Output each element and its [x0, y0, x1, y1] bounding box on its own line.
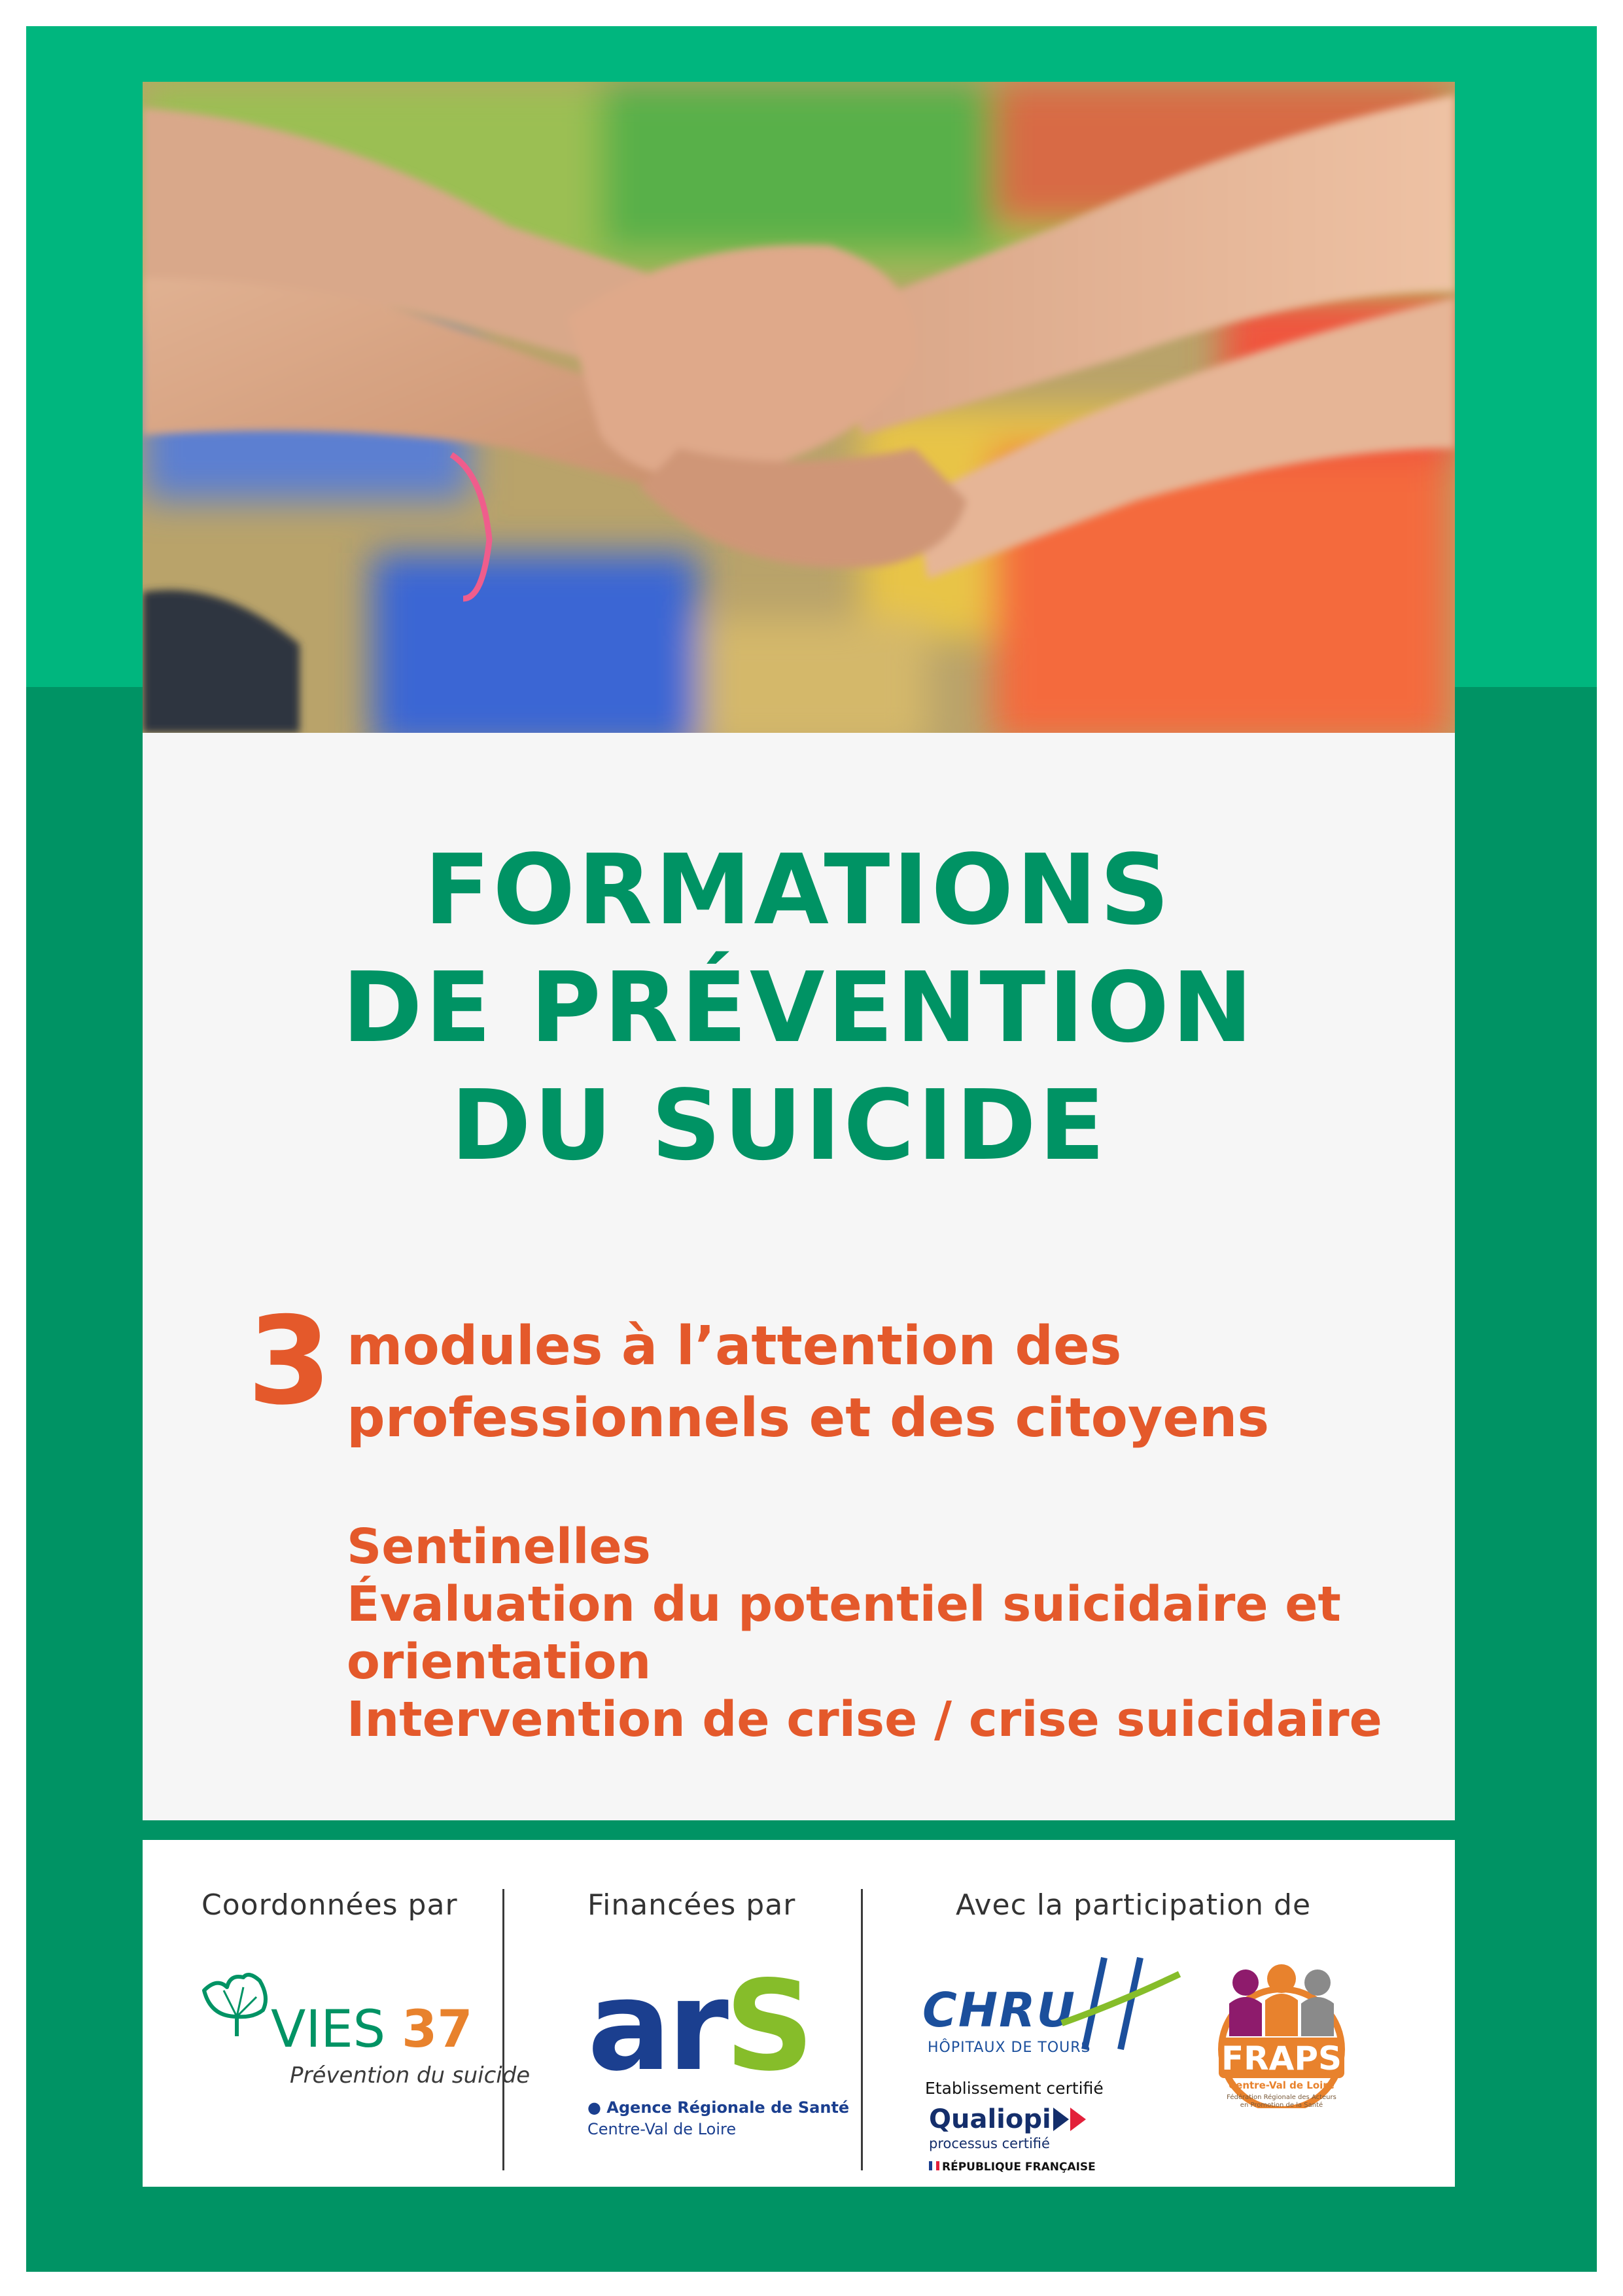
modules-heading-line-1: modules à l’attention des	[347, 1315, 1122, 1377]
republique-label: RÉPUBLIQUE FRANÇAISE	[942, 2161, 1096, 2174]
fraps-name: FRAPS	[1221, 2040, 1342, 2077]
fraps-description: Fédération Régionale des Acteurs en Promotion de la Santé	[1227, 2094, 1336, 2109]
ars-region: Centre-Val de Loire	[587, 2120, 737, 2138]
page-title	[143, 831, 1455, 1184]
module-count: 3	[247, 1290, 332, 1432]
ars-logo	[587, 1954, 811, 2098]
module-item: Évaluation du potentiel suicidaire et	[347, 1576, 1341, 1633]
chru-subtitle: HÔPITAUX DE TOURS	[928, 2040, 1091, 2056]
participation-label: Avec la participation de	[956, 1888, 1312, 1922]
ginkgo-leaf-icon	[198, 1971, 276, 2043]
qualiopi-logo: Qualiopi	[929, 2104, 1051, 2134]
title-line-1: FORMATIONS	[424, 834, 1172, 946]
ars-ar: ar	[587, 1954, 725, 2098]
vies-name: VIES	[271, 2000, 402, 2059]
coordinated-label: Coordonnées par	[201, 1888, 458, 1922]
divider	[502, 1889, 504, 2170]
module-item: Intervention de crise / crise suicidaire	[347, 1691, 1382, 1748]
divider	[861, 1889, 863, 2170]
hero-photo	[143, 82, 1455, 733]
fraps-region: Centre-Val de Loire	[1229, 2079, 1335, 2091]
modules-heading-line-2: professionnels et des citoyens	[347, 1387, 1270, 1449]
partners-bar	[143, 1840, 1455, 2187]
main-panel	[143, 733, 1455, 1820]
module-item: orientation	[347, 1634, 652, 1690]
ars-s: S	[724, 1954, 811, 2098]
vies-logo-text	[271, 2000, 473, 2059]
title-line-3: DU SUICIDE	[450, 1069, 1108, 1182]
certified-label: Etablissement certifié	[925, 2079, 1104, 2098]
french-flag-icon	[929, 2161, 939, 2170]
module-item: Sentinelles	[347, 1519, 651, 1575]
modules-list	[347, 1518, 1382, 1748]
title-line-2: DE PRÉVENTION	[341, 951, 1256, 1064]
funded-label: Financées par	[587, 1888, 796, 1922]
qualiopi-arrows-icon	[1052, 2105, 1091, 2134]
chru-logo-text: CHRU	[922, 1983, 1077, 2038]
ars-agency: ● Agence Régionale de Santé	[587, 2098, 850, 2117]
vies-number: 37	[401, 2000, 473, 2059]
modules-heading	[347, 1311, 1269, 1455]
qualiopi-subtitle: processus certifié	[929, 2136, 1050, 2151]
vies-tagline: Prévention du suicide	[290, 2062, 531, 2089]
